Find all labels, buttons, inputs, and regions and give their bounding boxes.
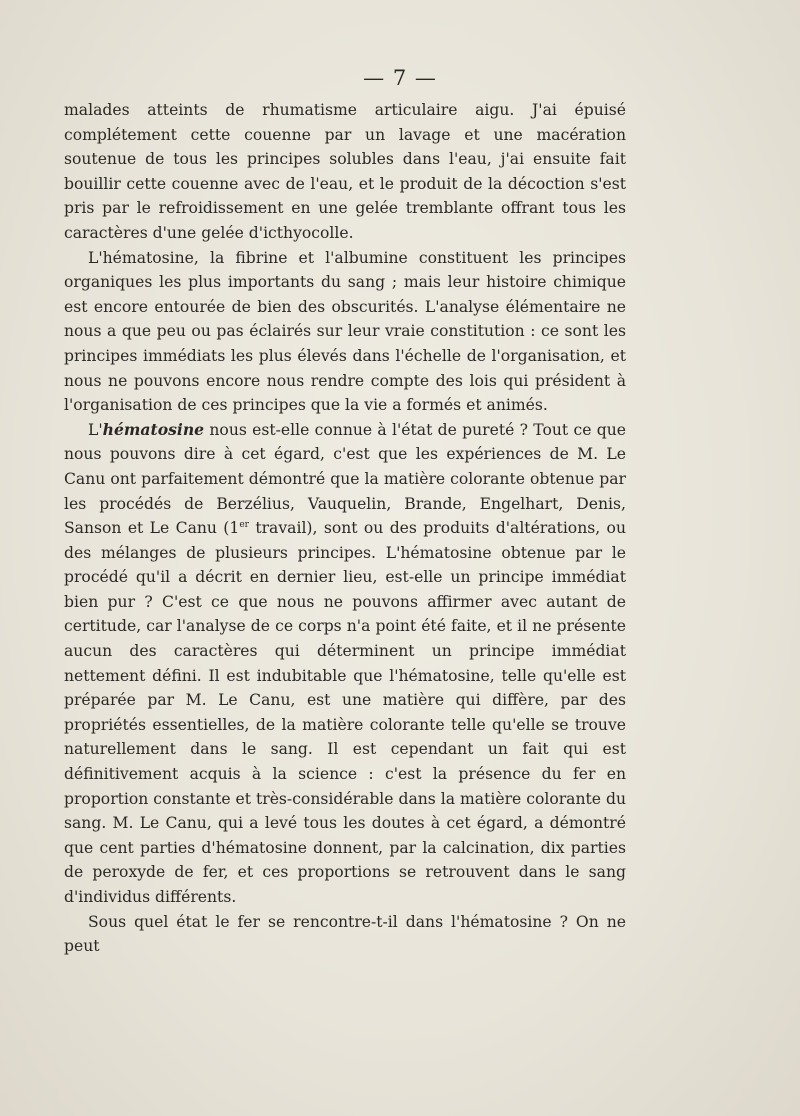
emphasized-term: hématosine xyxy=(102,419,205,439)
paragraph-text-b: travail), sont ou des produits d'altérations, ou des mélanges de plusieurs principes. L'hématosine obtenue par le procédé qu'il a décrit en dernier lieu, est-elle un principe immédiat bien pur ? C'est ce que nous ne pouvons affirmer avec autant de certitude, car l'analyse de ce corps n'a point été faite, et il ne présente aucun des caractères qui déterminent un principe immédiat nettement défini. Il est indubitable que l'hématosine, telle qu'elle est préparée par M. Le Canu, est une matière qui diffère, par des propriétés essentielles, de la matière colorante telle qu'elle se trouve naturellement dans le sang. Il est cependant un fait qui est définitivement acquis à la science : c'est la présence du fer en proportion constante et très-considérable dans la matière colorante du sang. M. Le Canu, qui a levé tous les doutes à cet égard, a démontré que cent parties d'hématosine donnent, par la calcination, dix parties de peroxyde de fer, et ces proportions se retrouvent dans le sang d'individus différents. xyxy=(64,519,626,906)
body-text xyxy=(64,98,626,959)
page-number: — 7 — xyxy=(363,66,437,90)
paragraph-text-a: nous est-elle connue à l'état de pureté ? Tout ce que nous pouvons dire à cet égard, c'est que les expériences de M. Le Canu ont parfaitement démontré que la matière colorante obtenue par les procédés de Berzélius, Vauquelin, Brande, Engelhart, Denis, Sanson et Le Canu (1 xyxy=(64,420,626,538)
superscript: er xyxy=(239,519,249,530)
paragraph-prefix: L' xyxy=(88,420,103,439)
paragraph-hematosine-purete xyxy=(64,418,626,910)
paragraph-continuation: malades atteints de rhumatisme articulaire aigu. J'ai épuisé complétement cette couenne par un lavage et une macération soutenue de tous les principes solubles dans l'eau, j'ai ensuite fait bouillir cette couenne avec de l'eau, et le produit de la décoction s'est pris par le refroidissement en une gelée tremblante offrant tous les caractères d'une gelée d'icthyocolle. xyxy=(64,101,626,242)
paragraph-fer: Sous quel état le fer se rencontre-t-il dans l'hématosine ? On ne peut xyxy=(64,912,626,956)
paragraph-hematosine-fibrine: L'hématosine, la fibrine et l'albumine constituent les principes organiques les plus importants du sang ; mais leur histoire chimique est encore entourée de bien des obscurités. L'analyse élémentaire ne nous a que peu ou pas éclairés sur leur vraie constitution : ce sont les principes immédiats les plus élevés dans l'échelle de l'organisation, et nous ne pouvons encore nous rendre compte des lois qui président à l'organisation de ces principes que la vie a formés et animés. xyxy=(64,248,626,415)
